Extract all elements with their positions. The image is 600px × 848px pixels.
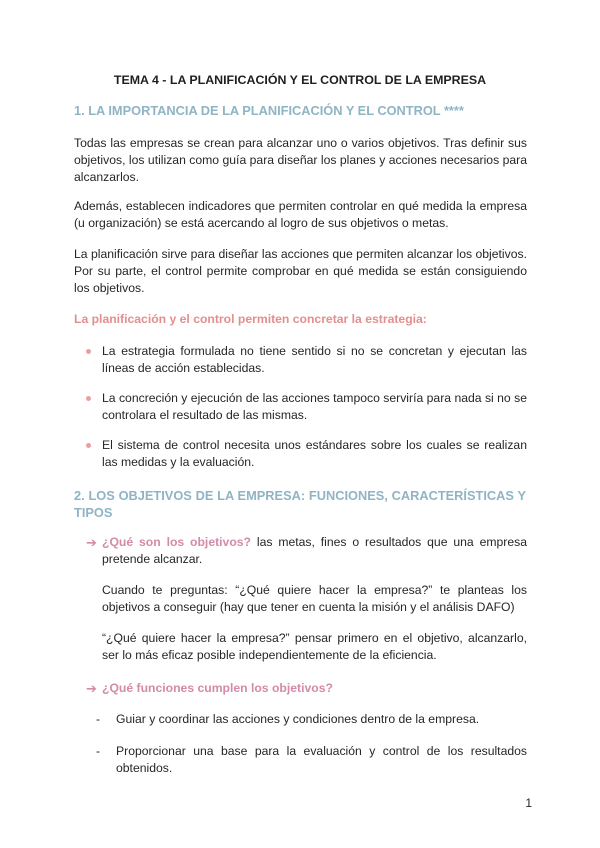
dash-marker: - <box>96 744 101 758</box>
section-1-paragraph-2: Además, establecen indicadores que permiten controlar en qué medida la empresa (u organización) se está acercando al logro de sus objetivos o metas. <box>74 199 527 230</box>
list-item-text: La concreción y ejecución de las acciones tampoco serviría para nada si no se controlara el resultado de las mismas. <box>102 391 527 422</box>
section-1-paragraph-1: Todas las empresas se crean para alcanzar uno o varios objetivos. Tras definir sus objetivos, los utilizan como guía para diseñar los planes y acciones necesarios para alcanzarlos. <box>74 136 527 184</box>
bullet-icon <box>86 443 91 448</box>
bullet-icon <box>86 396 91 401</box>
objectives-paragraph-1: Cuando te preguntas: “¿Qué quiere hacer la empresa?” te planteas los objetivos a conseguir (hay que tener en cuenta la misión y el análisis DAFO) <box>102 583 527 614</box>
arrow-right-icon: ➔ <box>86 681 97 696</box>
question-text <box>102 534 527 568</box>
question-answer: las metas, fines o resultados que una empresa pretende alcanzar. <box>102 535 527 566</box>
bullet-icon <box>86 349 91 354</box>
dash-marker: - <box>96 712 101 726</box>
question-label: ¿Qué son los objetivos? <box>102 535 251 549</box>
section-2-heading: 2. LOS OBJETIVOS DE LA EMPRESA: FUNCIONES, CARACTERÍSTICAS Y TIPOS <box>74 488 526 520</box>
list-item-text: Proporcionar una base para la evaluación y control de los resultados obtenidos. <box>116 744 527 775</box>
list-item-text: El sistema de control necesita unos estándares sobre los cuales se realizan las medidas y la evaluación. <box>102 438 527 469</box>
section-1-paragraph-3: La planificación sirve para diseñar las acciones que permiten alcanzar los objetivos. Por su parte, el control permite comprobar en qué medida se están consiguiendo los objetivos. <box>74 247 527 295</box>
page-number: 1 <box>525 796 532 810</box>
objectives-paragraph-2: “¿Qué quiere hacer la empresa?” pensar primero en el objetivo, alcanzarlo, ser lo más eficaz posible independientemente de la eficiencia. <box>102 631 527 662</box>
section-1-heading: 1. LA IMPORTANCIA DE LA PLANIFICACIÓN Y EL CONTROL **** <box>74 103 464 118</box>
section-1-subheading: La planificación y el control permiten concretar la estrategia: <box>74 312 427 326</box>
question-label: ¿Qué funciones cumplen los objetivos? <box>102 681 333 695</box>
document-title: TEMA 4 - LA PLANIFICACIÓN Y EL CONTROL DE LA EMPRESA <box>113 73 487 87</box>
list-item-text: Guiar y coordinar las acciones y condiciones dentro de la empresa. <box>116 712 480 726</box>
list-item-text: La estrategia formulada no tiene sentido si no se concretan y ejecutan las líneas de acción establecidas. <box>102 344 527 375</box>
arrow-right-icon: ➔ <box>86 535 97 550</box>
